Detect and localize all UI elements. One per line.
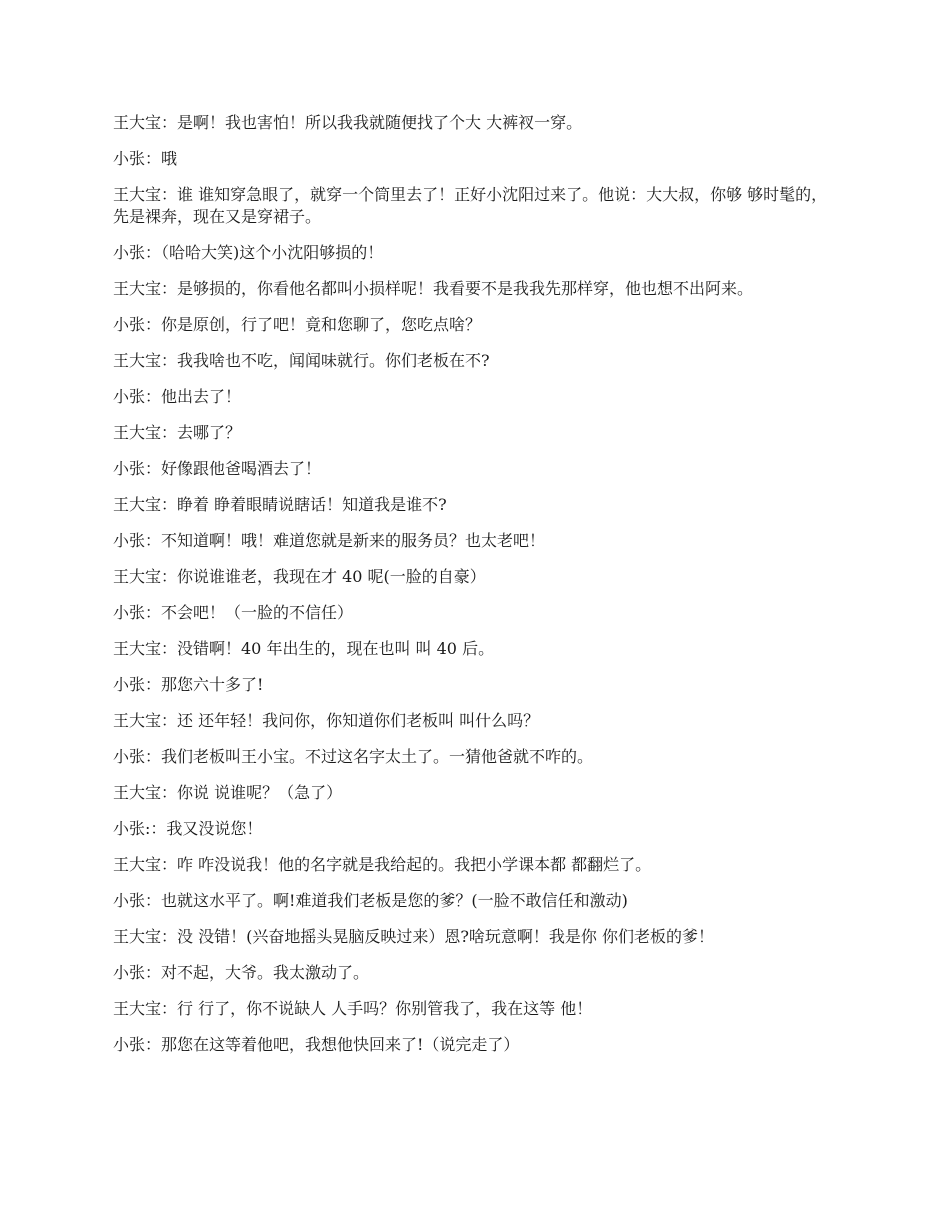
dialogue-line: 小张：不会吧！（一脸的不信任）	[113, 603, 354, 622]
dialogue-line: 王大宝：你说 说谁呢？（急了）	[113, 783, 343, 802]
dialogue-line: 王大宝：你说谁谁老，我现在才 40 呢(一脸的自豪）	[113, 567, 486, 586]
dialogue-line: 小张：好像跟他爸喝酒去了！	[113, 459, 322, 478]
dialogue-line: 小张：你是原创，行了吧！竟和您聊了，您吃点啥？	[113, 315, 482, 334]
dialogue-line: 王大宝：没 没错！(兴奋地摇头晃脑反映过来）恩?啥玩意啊！我是你 你们老板的爹！	[113, 927, 714, 946]
dialogue-line: 王大宝：是啊！我也害怕！所以我我就随便找了个大 大裤衩一穿。	[113, 113, 583, 132]
dialogue-line: 小张：不知道啊！哦！难道您就是新来的服务员？也太老吧！	[113, 531, 546, 550]
dialogue-line: 王大宝：没错啊！40 年出生的，现在也叫 叫 40 后。	[113, 639, 495, 658]
dialogue-line: 王大宝：谁 谁知穿急眼了，就穿一个筒里去了！正好小沈阳过来了。他说：大大叔，你够 够时髦的，先是裸奔，现在又是穿裙子。	[113, 185, 828, 226]
dialogue-line: 王大宝：我我啥也不吃，闻闻味就行。你们老板在不?	[113, 351, 490, 370]
dialogue-line: 小张:：我又没说您！	[113, 819, 263, 838]
dialogue-body	[113, 112, 833, 1070]
dialogue-line: 王大宝：行 行了，你不说缺人 人手吗？你别管我了，我在这等 他！	[113, 999, 593, 1018]
dialogue-line: 小张：对不起，大爷。我太激动了。	[113, 963, 370, 982]
dialogue-line: 小张：那您六十多了!	[113, 675, 264, 694]
dialogue-line: 王大宝：咋 咋没说我！他的名字就是我给起的。我把小学课本都 都翻烂了。	[113, 855, 652, 874]
dialogue-line: 王大宝：去哪了？	[113, 423, 242, 442]
dialogue-line: 小张：那您在这等着他吧，我想他快回来了!（说完走了）	[113, 1035, 520, 1054]
dialogue-line: 小张：他出去了！	[113, 387, 242, 406]
dialogue-line: 王大宝：睁着 睁着眼睛说瞎话！知道我是谁不?	[113, 495, 447, 514]
dialogue-line: 小张：我们老板叫王小宝。不过这名字太土了。一猜他爸就不咋的。	[113, 747, 594, 766]
dialogue-line: 小张：（哈哈大笑)这个小沈阳够损的！	[113, 243, 384, 262]
dialogue-line: 小张：哦	[113, 149, 178, 168]
dialogue-line: 王大宝：是够损的，你看他名都叫小损样呢！我看要不是我我先那样穿，他也想不出阿来。	[113, 279, 754, 298]
dialogue-line: 小张：也就这水平了。啊!难道我们老板是您的爹？(一脸不敢信任和激动)	[113, 891, 628, 910]
dialogue-line: 王大宝：还 还年轻！我问你，你知道你们老板叫 叫什么吗？	[113, 711, 540, 730]
